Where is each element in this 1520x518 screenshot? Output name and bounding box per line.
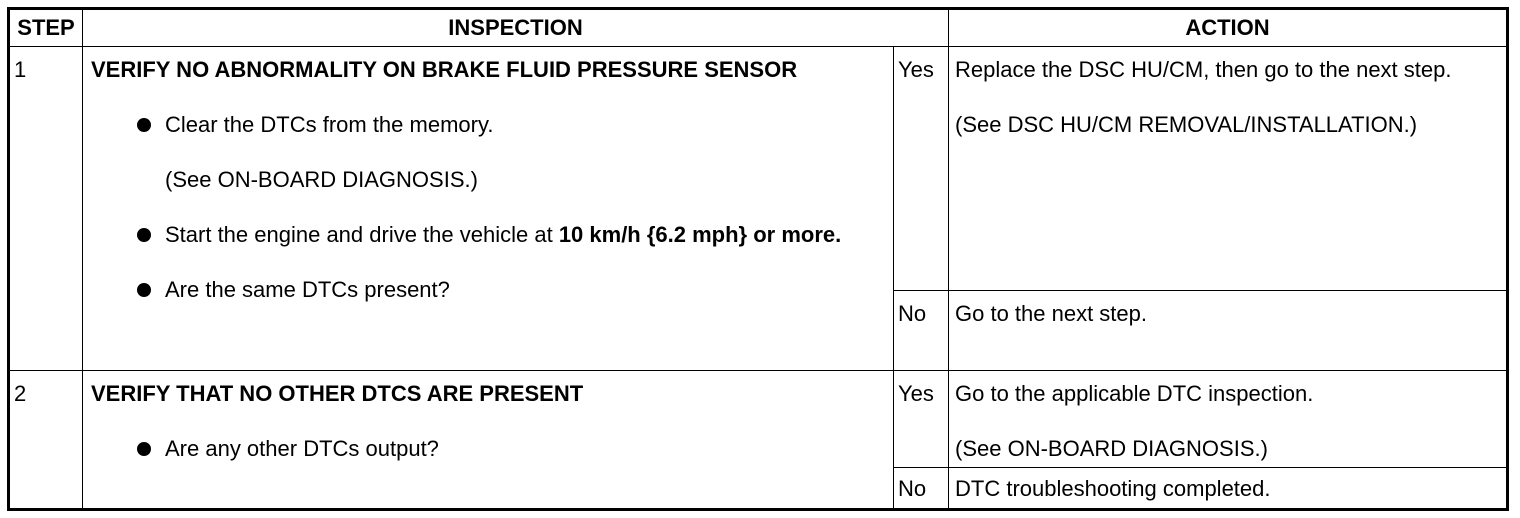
reference-note: (See ON-BOARD DIAGNOSIS.) [165,167,478,193]
no-label: No [894,467,949,509]
yes-action [949,47,1508,290]
header-row [9,9,1508,47]
step-2-inspection [83,371,894,510]
yes-label: Yes [894,371,949,468]
reference-note: (See DSC HU/CM REMOVAL/INSTALLATION.) [955,112,1418,138]
step-1-yes-row [9,47,1508,290]
reference-note: (See ON-BOARD DIAGNOSIS.) [955,436,1268,462]
step-title: VERIFY THAT NO OTHER DTCS ARE PRESENT [91,381,584,407]
step-1-inspection [83,47,894,371]
yes-label: Yes [894,47,949,290]
diagnostic-table [7,7,1509,511]
action-text: Replace the DSC HU/CM, then go to the next step. [955,57,1452,83]
step-number: 2 [9,371,83,510]
step-title: VERIFY NO ABNORMALITY ON BRAKE FLUID PRESSURE SENSOR [91,57,798,83]
list-item [91,220,883,250]
no-label: No [894,290,949,370]
step-header: STEP [9,9,83,47]
inspection-list [91,110,883,140]
yes-action [949,371,1508,468]
bullet-icon [137,228,151,242]
bullet-icon [137,118,151,132]
bullet-text: Start the engine and drive the vehicle at [165,222,559,248]
action-header: ACTION [949,9,1508,47]
list-item [91,110,883,140]
bullet-icon [137,283,151,297]
bullet-text: Clear the DTCs from the memory. [165,112,494,138]
action-text: Go to the applicable DTC inspection. [955,381,1314,407]
bullet-text: Are the same DTCs present? [165,277,450,303]
inspection-header: INSPECTION [83,9,949,47]
bullet-icon [137,442,151,456]
inspection-list [91,434,883,464]
list-item [91,434,883,464]
step-number: 1 [9,47,83,371]
list-item [91,275,883,305]
bullet-text: Are any other DTCs output? [165,436,439,462]
inspection-list [91,220,883,305]
no-action: Go to the next step. [949,290,1508,370]
speed-spec: 10 km/h {6.2 mph} or more. [558,222,842,248]
no-action: DTC troubleshooting completed. [949,467,1508,509]
step-2-yes-row [9,371,1508,468]
